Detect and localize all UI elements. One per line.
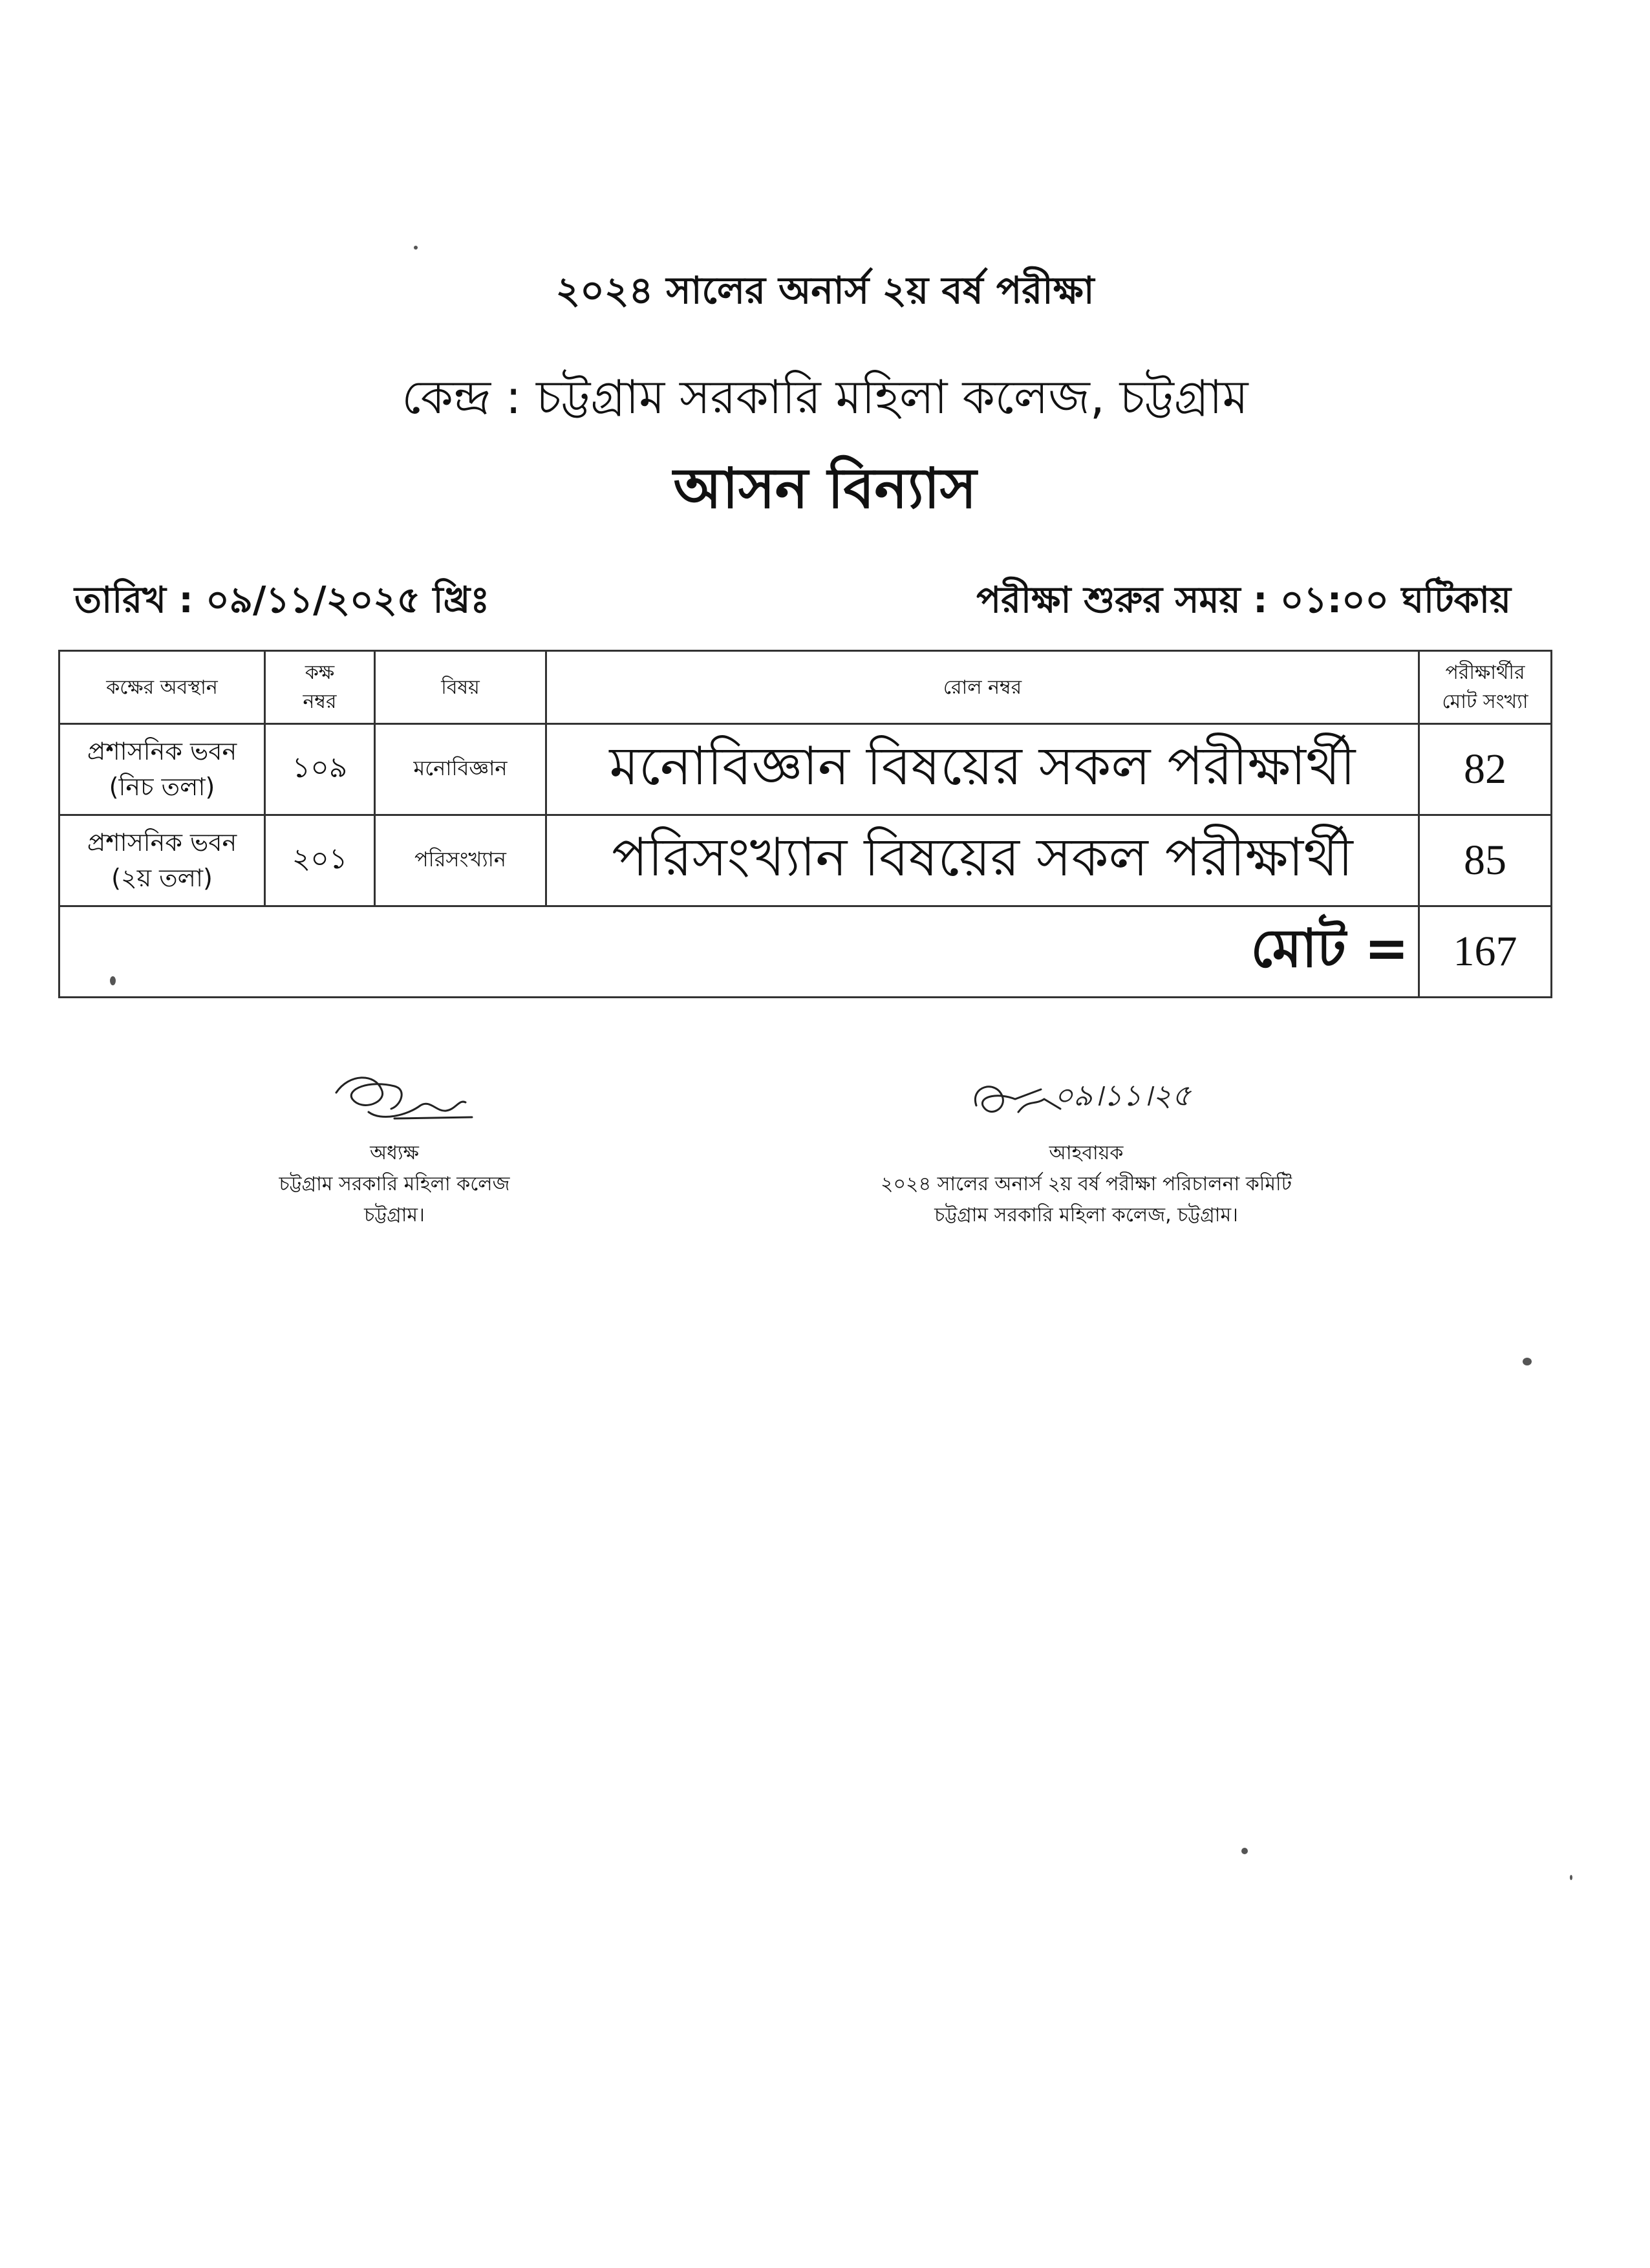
total-label: মোট = — [1250, 917, 1409, 979]
principal-signature-block — [252, 1060, 537, 1231]
cell-examinee-count: 82 — [1419, 724, 1552, 815]
cell-roll-number: পরিসংখ্যান বিষয়ের সকল পরীক্ষার্থী — [546, 815, 1419, 906]
scan-speck — [1241, 1848, 1248, 1854]
cell-location — [59, 724, 265, 815]
header-room-number — [265, 651, 375, 724]
principal-role: অধ্যক্ষ — [370, 1142, 419, 1164]
cell-location — [59, 815, 265, 906]
principal-college: চট্টগ্রাম সরকারি মহিলা কলেজ — [279, 1173, 510, 1195]
cell-subject: পরিসংখ্যান — [375, 815, 546, 906]
total-value: 167 — [1419, 906, 1552, 998]
header-location: কক্ষের অবস্থান — [59, 651, 265, 724]
header-room-line1: কক্ষ — [305, 661, 335, 684]
table-row — [59, 724, 1552, 815]
exam-title: ২০২৪ সালের অনার্স ২য় বর্ষ পরীক্ষা — [555, 268, 1095, 312]
header-total-examinees — [1419, 651, 1552, 724]
cell-room-number: ২০১ — [265, 815, 375, 906]
scan-speck — [110, 976, 116, 985]
cell-room-number: ১০৯ — [265, 724, 375, 815]
table-total-row — [59, 906, 1552, 998]
header-total-line1: পরীক্ষার্থীর — [1445, 661, 1525, 684]
seat-plan-table — [58, 650, 1552, 998]
scan-speck — [414, 246, 418, 250]
scan-speck — [1570, 1875, 1572, 1880]
convener-signature-date: ০৯।১১।২৫ — [1054, 1078, 1192, 1113]
convener-role: আহবায়ক — [1049, 1142, 1124, 1164]
cell-subject: মনোবিজ্ঞান — [375, 724, 546, 815]
exam-center: কেন্দ্র : চট্টগ্রাম সরকারি মহিলা কলেজ, চট্টগ্রাম — [402, 370, 1248, 424]
exam-start-time: পরীক্ষা শুরুর সময় : ০১:০০ ঘটিকায় — [976, 579, 1511, 621]
header-total-line2: মোট সংখ্যা — [1442, 690, 1528, 713]
cell-roll-number: মনোবিজ্ঞান বিষয়ের সকল পরীক্ষার্থী — [546, 724, 1419, 815]
seat-plan-heading: আসন বিন্যাস — [673, 456, 977, 521]
location-line1: প্রশাসনিক ভবন — [87, 828, 237, 857]
header-subject: বিষয় — [375, 651, 546, 724]
location-line2: (২য় তলা) — [111, 864, 213, 892]
location-line1: প্রশাসনিক ভবন — [87, 736, 237, 765]
header-roll-number: রোল নম্বর — [546, 651, 1419, 724]
convener-committee: ২০২৪ সালের অনার্স ২য় বর্ষ পরীক্ষা পরিচালনা কমিটি — [881, 1173, 1292, 1195]
total-label-cell — [59, 906, 1419, 998]
cell-examinee-count: 85 — [1419, 815, 1552, 906]
scan-speck — [1523, 1358, 1532, 1365]
header-room-line2: নম্বর — [303, 690, 337, 713]
table-header-row — [59, 651, 1552, 724]
convener-signature-block — [841, 1060, 1332, 1231]
exam-date: তারিখ : ০৯/১১/২০২৫ খ্রিঃ — [74, 579, 490, 621]
convener-college: চট্টগ্রাম সরকারি মহিলা কলেজ, চট্টগ্রাম। — [934, 1204, 1238, 1226]
principal-signature — [297, 1060, 491, 1138]
table-row — [59, 815, 1552, 906]
principal-city: চট্টগ্রাম। — [364, 1204, 425, 1226]
location-line2: (নিচ তলা) — [109, 773, 215, 801]
